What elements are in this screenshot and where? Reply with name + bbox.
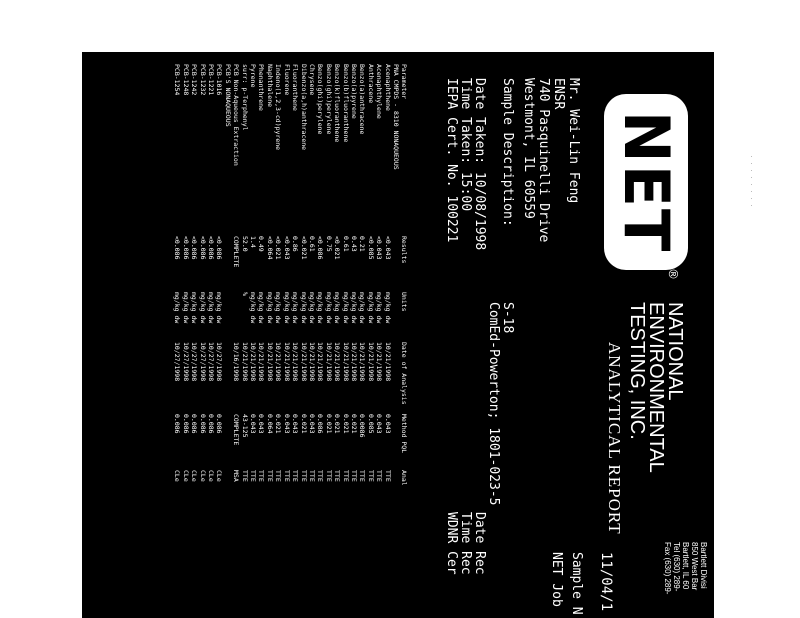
- cell-result: <0.043: [282, 236, 291, 260]
- received-label: WDNR Cer: [444, 512, 459, 575]
- cell-parameter: PCB-1248: [181, 64, 190, 96]
- cell-result: <0.086: [181, 236, 190, 260]
- cell-parameter: Dibenzo(a,h)anthracene: [299, 64, 308, 151]
- cell-analyst: TTE: [366, 470, 375, 482]
- cell-date: 10/27/1998: [198, 342, 207, 382]
- table-row: [173, 60, 181, 506]
- col-analyst: Anal: [400, 470, 409, 486]
- cell-units: mg/kg dw: [299, 292, 308, 324]
- received-label: Time Rec: [458, 512, 473, 575]
- cell-analyst: [223, 466, 231, 506]
- net-job-label: NET Job: [549, 552, 564, 607]
- cell-result: 0.86: [291, 236, 300, 252]
- cell-analyst: TTE: [249, 470, 258, 482]
- cell-units: mg/kg dw: [341, 292, 350, 324]
- cell-parameter: surr: p-Terphenyl: [240, 64, 249, 131]
- table-row: [232, 60, 240, 506]
- table-row: [299, 60, 307, 506]
- cell-date: 10/21/1998: [274, 342, 283, 382]
- table-row: [392, 60, 400, 506]
- cell-analyst: TTE: [291, 470, 300, 482]
- cell-result: <0.043: [375, 236, 384, 260]
- cell-parameter: Benzo(k)fluoranthene: [333, 64, 342, 143]
- cell-result: 52.0: [240, 236, 249, 252]
- table-row: [366, 60, 374, 506]
- description-label: Sample Description:: [500, 78, 515, 227]
- cell-method-pql: 0.021: [299, 414, 308, 434]
- cell-units: mg/kg dw: [282, 292, 291, 324]
- cell-units: mg/kg dw: [333, 292, 342, 324]
- cell-parameter: PCB-1232: [198, 64, 207, 96]
- cell-method-pql: 0.086: [215, 414, 224, 434]
- cell-method-pql: 0.086: [198, 414, 207, 434]
- cell-method-pql: 0.043: [249, 414, 258, 434]
- cell-result: 1.4: [249, 236, 258, 248]
- rotated-report-page: [82, 52, 714, 618]
- cell-method-pql: 0.086: [207, 414, 216, 434]
- sample-info: [444, 78, 514, 250]
- cell-date: 10/21/1998: [299, 342, 308, 382]
- cell-parameter: PCB-1221: [207, 64, 216, 96]
- cell-date: 10/21/1998: [240, 342, 249, 382]
- col-units: Units: [400, 292, 409, 312]
- cell-date: 10/21/1998: [316, 342, 325, 382]
- table-row: [324, 60, 332, 506]
- table-row: [249, 60, 257, 506]
- cell-analyst: TTE: [375, 470, 384, 482]
- cell-method-pql: 0.086: [181, 414, 190, 434]
- cell-method-pql: 0.085: [366, 414, 375, 434]
- cell-method-pql: 0.043: [257, 414, 266, 434]
- cell-method-pql: 0.021: [324, 414, 333, 434]
- table-header-row: [400, 60, 422, 506]
- cell-date: 10/27/1998: [181, 342, 190, 382]
- address-line: Bartlett Divisi: [699, 542, 708, 589]
- cell-method-pql: 0.021: [349, 414, 358, 434]
- cell-method-pql: 0.086: [316, 414, 325, 434]
- cell-analyst: TTE: [240, 470, 249, 482]
- cell-parameter: PCB-1254: [173, 64, 182, 96]
- sample-header: [546, 552, 586, 615]
- cell-date: 10/27/1998: [207, 342, 216, 382]
- cell-parameter: Indeno(1,2,3-cd)pyrene: [274, 64, 283, 151]
- cell-date: 10/27/1998: [173, 342, 182, 382]
- cell-method-pql: 0.0086: [358, 414, 367, 438]
- col-parameter: Parameter: [400, 64, 409, 100]
- received-info: [444, 512, 486, 575]
- cell-units: mg/kg dw: [207, 292, 216, 324]
- cell-units: mg/kg dw: [291, 292, 300, 324]
- cell-method-pql: 0.043: [307, 414, 316, 434]
- sample-number-label: Sample N: [569, 552, 584, 615]
- cell-units: mg/kg dw: [383, 292, 392, 324]
- registered-mark: ®: [666, 268, 680, 280]
- report-date: 11/04/1: [598, 552, 614, 612]
- table-row: [333, 60, 341, 506]
- cell-parameter: PCB-1242: [190, 64, 199, 96]
- cell-units: mg/kg dw: [265, 292, 274, 324]
- cell-result: 0.49: [257, 236, 266, 252]
- table-row: [274, 60, 282, 506]
- table-row: [257, 60, 265, 506]
- cell-parameter: Fluorene: [282, 64, 291, 96]
- cell-analyst: TTE: [324, 470, 333, 482]
- cell-parameter: Chrysene: [307, 64, 316, 96]
- cell-date: 10/21/1998: [282, 342, 291, 382]
- table-row: [198, 60, 206, 506]
- cell-parameter: Benzo(a)anthracene: [358, 64, 367, 135]
- cell-date: 10/21/1998: [358, 342, 367, 382]
- col-date: Date of Analysis: [400, 342, 409, 405]
- cell-analyst: CLe: [215, 470, 224, 482]
- cell-parameter: PCB-1016: [215, 64, 224, 96]
- cell-method-pql: 0.021: [333, 414, 342, 434]
- lab-address: [663, 542, 708, 618]
- cell-analyst: CLe: [181, 470, 190, 482]
- cell-analyst: CLe: [207, 470, 216, 482]
- cell-analyst: MSA: [232, 470, 241, 482]
- cell-date: [223, 338, 231, 410]
- cell-result: [392, 232, 400, 288]
- cell-method-pql: 43-125: [240, 414, 249, 438]
- cell-units: mg/kg dw: [198, 292, 207, 324]
- cell-date: 10/21/1998: [257, 342, 266, 382]
- company-line: ENVIRONMENTAL: [645, 302, 667, 473]
- cell-units: mg/kg dw: [173, 292, 182, 324]
- cell-result: <0.086: [198, 236, 207, 260]
- date-taken: Date Taken: 10/08/1998: [472, 78, 487, 251]
- cell-parameter: Benzo(ghi)perylene: [324, 64, 333, 135]
- cell-analyst: TTE: [274, 470, 283, 482]
- client-line: 740 Pasquinelli Drive: [536, 78, 551, 243]
- cell-date: 10/27/1998: [215, 342, 224, 382]
- table-row: [181, 60, 189, 506]
- cell-method-pql: 0.021: [274, 414, 283, 434]
- cell-units: mg/kg dw: [366, 292, 375, 324]
- cell-parameter: Acenaphthylene: [375, 64, 384, 119]
- cell-method-pql: COMPLETE: [232, 414, 241, 446]
- cell-units: mg/kg dw: [375, 292, 384, 324]
- cell-parameter: PCB Non-Aqueous Extraction: [232, 64, 241, 166]
- cell-units: mg/kg dw: [257, 292, 266, 324]
- cell-analyst: TTE: [307, 470, 316, 482]
- cell-units: [392, 288, 400, 338]
- cell-date: 10/21/1998: [333, 342, 342, 382]
- cell-result: <0.085: [366, 236, 375, 260]
- cell-result: <0.086: [316, 236, 325, 260]
- cell-units: mg/kg dw: [190, 292, 199, 324]
- cell-units: %: [240, 292, 249, 296]
- cell-parameter: Anthracene: [366, 64, 375, 104]
- net-logo: NET: [604, 94, 688, 270]
- cell-units: mg/kg dw: [307, 292, 316, 324]
- cell-result: [223, 232, 231, 288]
- cell-result: 0.75: [324, 236, 333, 252]
- cell-analyst: CLe: [190, 470, 199, 482]
- cell-analyst: TTE: [299, 470, 308, 482]
- cell-units: [232, 288, 240, 338]
- cell-units: mg/kg dw: [215, 292, 224, 324]
- cell-result: <0.086: [190, 236, 199, 260]
- cell-date: 10/21/1998: [341, 342, 350, 382]
- cell-analyst: CLe: [198, 470, 207, 482]
- table-row: [240, 60, 248, 506]
- table-row: [291, 60, 299, 506]
- cell-units: mg/kg dw: [349, 292, 358, 324]
- cell-result: <0.021: [274, 236, 283, 260]
- cell-result: 0.61: [341, 236, 350, 252]
- cell-analyst: TTE: [383, 470, 392, 482]
- cell-parameter: Pyrene: [249, 64, 258, 88]
- cell-units: mg/kg dw: [274, 292, 283, 324]
- cell-parameter: Benzo(ghi)perylene: [316, 64, 325, 135]
- table-row: [207, 60, 215, 506]
- cell-result: <0.064: [265, 236, 274, 260]
- address-line: Bartlett, IL 60: [681, 542, 690, 590]
- cell-result: <0.021: [333, 236, 342, 260]
- cell-parameter: PCB'S NONAQUEOUS: [223, 64, 232, 127]
- cell-analyst: CLe: [173, 470, 182, 482]
- cell-result: <0.086: [207, 236, 216, 260]
- cell-analyst: TTE: [333, 470, 342, 482]
- cell-units: mg/kg dw: [316, 292, 325, 324]
- company-line: TESTING, INC.: [626, 302, 648, 440]
- table-row: [358, 60, 366, 506]
- table-row: [223, 60, 231, 506]
- cell-method-pql: 0.064: [265, 414, 274, 434]
- cell-date: 10/21/1998: [324, 342, 333, 382]
- cell-result: 0.21: [358, 236, 367, 252]
- cell-parameter: Naphthalene: [265, 64, 274, 108]
- table-row: [350, 60, 358, 506]
- cell-result: COMPLETE: [232, 236, 241, 268]
- cell-date: 10/21/1998: [366, 342, 375, 382]
- received-label: Date Rec: [472, 512, 487, 575]
- company-name: [627, 302, 684, 502]
- table-row: [215, 60, 223, 506]
- description-value: [486, 302, 514, 506]
- cell-analyst: TTE: [358, 470, 367, 482]
- table-row: [316, 60, 324, 506]
- client-line: Westmont, IL 60559: [521, 78, 536, 219]
- cell-result: <0.021: [299, 236, 308, 260]
- report-title: ANALYTICAL REPORT: [605, 342, 624, 535]
- company-line: NATIONAL: [664, 302, 686, 401]
- scan-margin-specks: [740, 150, 762, 270]
- cell-units: mg/kg dw: [181, 292, 190, 324]
- address-line: Fax (630) 289-: [663, 542, 672, 595]
- cell-analyst: [392, 466, 400, 506]
- cell-method-pql: 0.043: [383, 414, 392, 434]
- cell-analyst: TTE: [316, 470, 325, 482]
- cell-result: <0.043: [383, 236, 392, 260]
- cell-parameter: Benzo(b)fluoranthene: [341, 64, 350, 143]
- cell-units: mg/kg dw: [358, 292, 367, 324]
- cell-date: 10/21/1998: [307, 342, 316, 382]
- cell-method-pql: 0.086: [190, 414, 199, 434]
- cell-date: [392, 338, 400, 410]
- description-value-line: S-18: [500, 302, 515, 334]
- table-row: [266, 60, 274, 506]
- cell-parameter: Phenanthrene: [257, 64, 266, 111]
- cell-method-pql: 0.043: [282, 414, 291, 434]
- cell-analyst: TTE: [282, 470, 291, 482]
- cell-date: 10/27/1998: [190, 342, 199, 382]
- cell-method-pql: [392, 410, 400, 466]
- cell-date: 10/21/1998: [375, 342, 384, 382]
- cell-method-pql: 0.043: [291, 414, 300, 434]
- cell-analyst: TTE: [265, 470, 274, 482]
- cell-result: <0.086: [173, 236, 182, 260]
- cell-units: [223, 288, 231, 338]
- cell-analyst: TTE: [257, 470, 266, 482]
- cell-result: <0.086: [215, 236, 224, 260]
- cell-units: mg/kg dw: [324, 292, 333, 324]
- table-row: [308, 60, 316, 506]
- table-row: [341, 60, 349, 506]
- cell-parameter: Acenaphthene: [383, 64, 392, 111]
- cell-date: 10/21/1998: [349, 342, 358, 382]
- cell-date: 10/21/1998: [383, 342, 392, 382]
- cell-method-pql: [223, 410, 231, 466]
- table-row: [282, 60, 290, 506]
- cell-method-pql: 0.043: [375, 414, 384, 434]
- col-method-pql: Method PQL: [400, 414, 409, 454]
- cell-analyst: TTE: [341, 470, 350, 482]
- description-value-line: ComEd-Powerton; 1801-023-5: [486, 302, 501, 506]
- iepa-cert: IEPA Cert. No. 100221: [444, 78, 459, 243]
- cell-method-pql: 0.086: [173, 414, 182, 434]
- table-row: [383, 60, 391, 506]
- table-row: [375, 60, 383, 506]
- cell-units: mg/kg dw: [249, 292, 258, 324]
- address-line: 850 West Bar: [690, 542, 699, 591]
- address-line: Tel (630) 289-: [672, 542, 681, 592]
- table-row: [190, 60, 198, 506]
- cell-parameter: Fluoranthene: [291, 64, 300, 111]
- cell-analyst: TTE: [349, 470, 358, 482]
- cell-result: 0.43: [349, 236, 358, 252]
- cell-parameter: Benzo(a)pyrene: [349, 64, 358, 119]
- cell-date: 10/21/1998: [291, 342, 300, 382]
- cell-method-pql: 0.021: [341, 414, 350, 434]
- cell-parameter: PNA CMPDS - 8310 NONAQUEOUS: [392, 64, 400, 170]
- scanned-document: [82, 52, 714, 618]
- cell-date: 10/16/1998: [232, 342, 241, 382]
- client-address: [521, 78, 581, 242]
- cell-result: 0.61: [307, 236, 316, 252]
- client-line: ENSR: [551, 78, 566, 110]
- client-line: Mr. Wei-Lin Feng: [566, 78, 581, 204]
- cell-date: 10/21/1998: [265, 342, 274, 382]
- results-table: [173, 60, 422, 506]
- time-taken: Time Taken: 15:00: [458, 78, 473, 212]
- col-results: Results: [400, 236, 409, 264]
- cell-date: 10/21/1998: [249, 342, 258, 382]
